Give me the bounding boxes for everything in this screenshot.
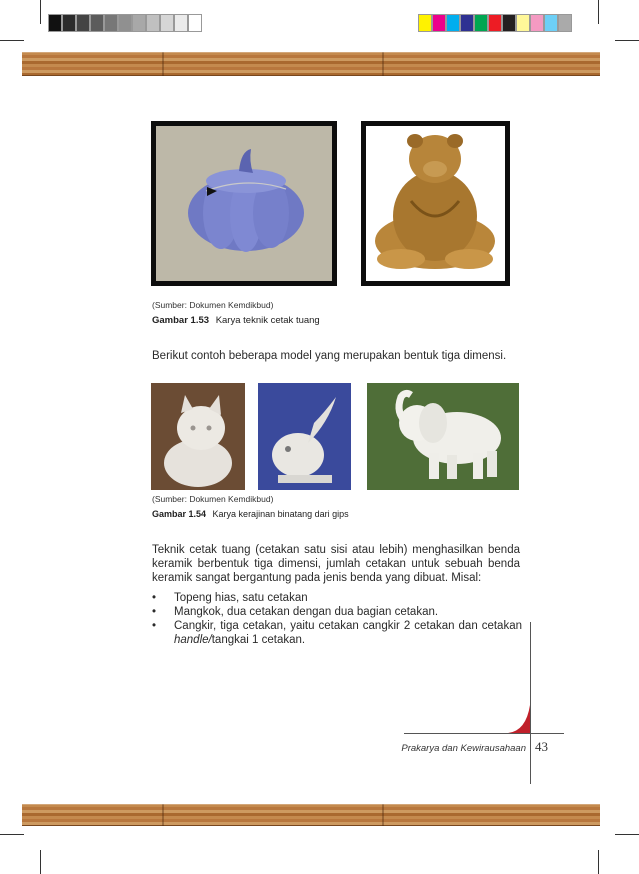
crop-mark-top-left-v — [40, 0, 41, 24]
bullet-text-part: tangkai 1 cetakan. — [211, 634, 306, 646]
figure-154-caption-text: Karya kerajinan binatang dari gips — [212, 509, 349, 519]
intro-text: Berikut contoh beberapa model yang merupakan bentuk tiga dimensi. — [152, 350, 507, 362]
footer-vertical-rule — [530, 622, 531, 784]
crop-mark-bottom-right-v — [598, 850, 599, 874]
footer-accent-shape — [508, 705, 531, 734]
bullet-dot: • — [152, 592, 157, 604]
bullet-dot: • — [152, 620, 157, 632]
wood-strip-top — [22, 52, 600, 76]
figure-154-source: (Sumber: Dokumen Kemdikbud) — [152, 494, 274, 504]
bullet-dot: • — [152, 606, 157, 618]
wood-strip-bottom — [22, 804, 600, 826]
crop-mark-bottom-left-h — [0, 834, 24, 835]
figure-154-label: Gambar 1.54 — [152, 509, 207, 519]
footer-horizontal-rule — [404, 733, 564, 734]
crop-mark-top-right-h — [615, 40, 639, 41]
figure-153-source: (Sumber: Dokumen Kemdikbud) — [152, 300, 274, 310]
bullet-text — [174, 619, 522, 647]
crop-mark-bottom-left-v — [40, 850, 41, 874]
photo-bear-figurine — [361, 121, 510, 286]
bullet-text-part: Cangkir, tiga cetakan, yaitu cetakan cangkir 2 cetakan dan cetakan — [174, 620, 522, 632]
figure-153-label: Gambar 1.53 — [152, 315, 210, 326]
figure-154-caption — [152, 509, 349, 519]
list-item — [152, 605, 522, 619]
photo-cat-figurine — [151, 383, 245, 490]
list-item — [152, 619, 522, 647]
page-number: 43 — [535, 739, 548, 754]
body-paragraph: Teknik cetak tuang (cetakan satu sisi atau lebih) menghasilkan benda keramik berbentuk tiga dimensi, jumlah cetakan untuk sebuah benda keramik sangat bergantung pada jenis benda yang dibuat. Misal: — [152, 544, 520, 584]
crop-mark-top-left-h — [0, 40, 24, 41]
figure-153-caption — [152, 315, 320, 326]
footer-book-title: Prakarya dan Kewirausahaan — [401, 743, 526, 754]
photo-fish-figurine — [258, 383, 351, 490]
list-item — [152, 591, 522, 605]
bullet-text-italic: handle/ — [174, 634, 212, 646]
crop-mark-top-right-v — [598, 0, 599, 24]
figure-153-caption-text: Karya teknik cetak tuang — [215, 315, 320, 326]
photo-elephant-figurine — [367, 383, 519, 490]
photo-pumpkin-jar — [151, 121, 337, 286]
bullet-text: Mangkok, dua cetakan dengan dua bagian cetakan. — [174, 606, 439, 618]
bullet-text: Topeng hias, satu cetakan — [174, 592, 308, 604]
crop-mark-bottom-right-h — [615, 834, 639, 835]
